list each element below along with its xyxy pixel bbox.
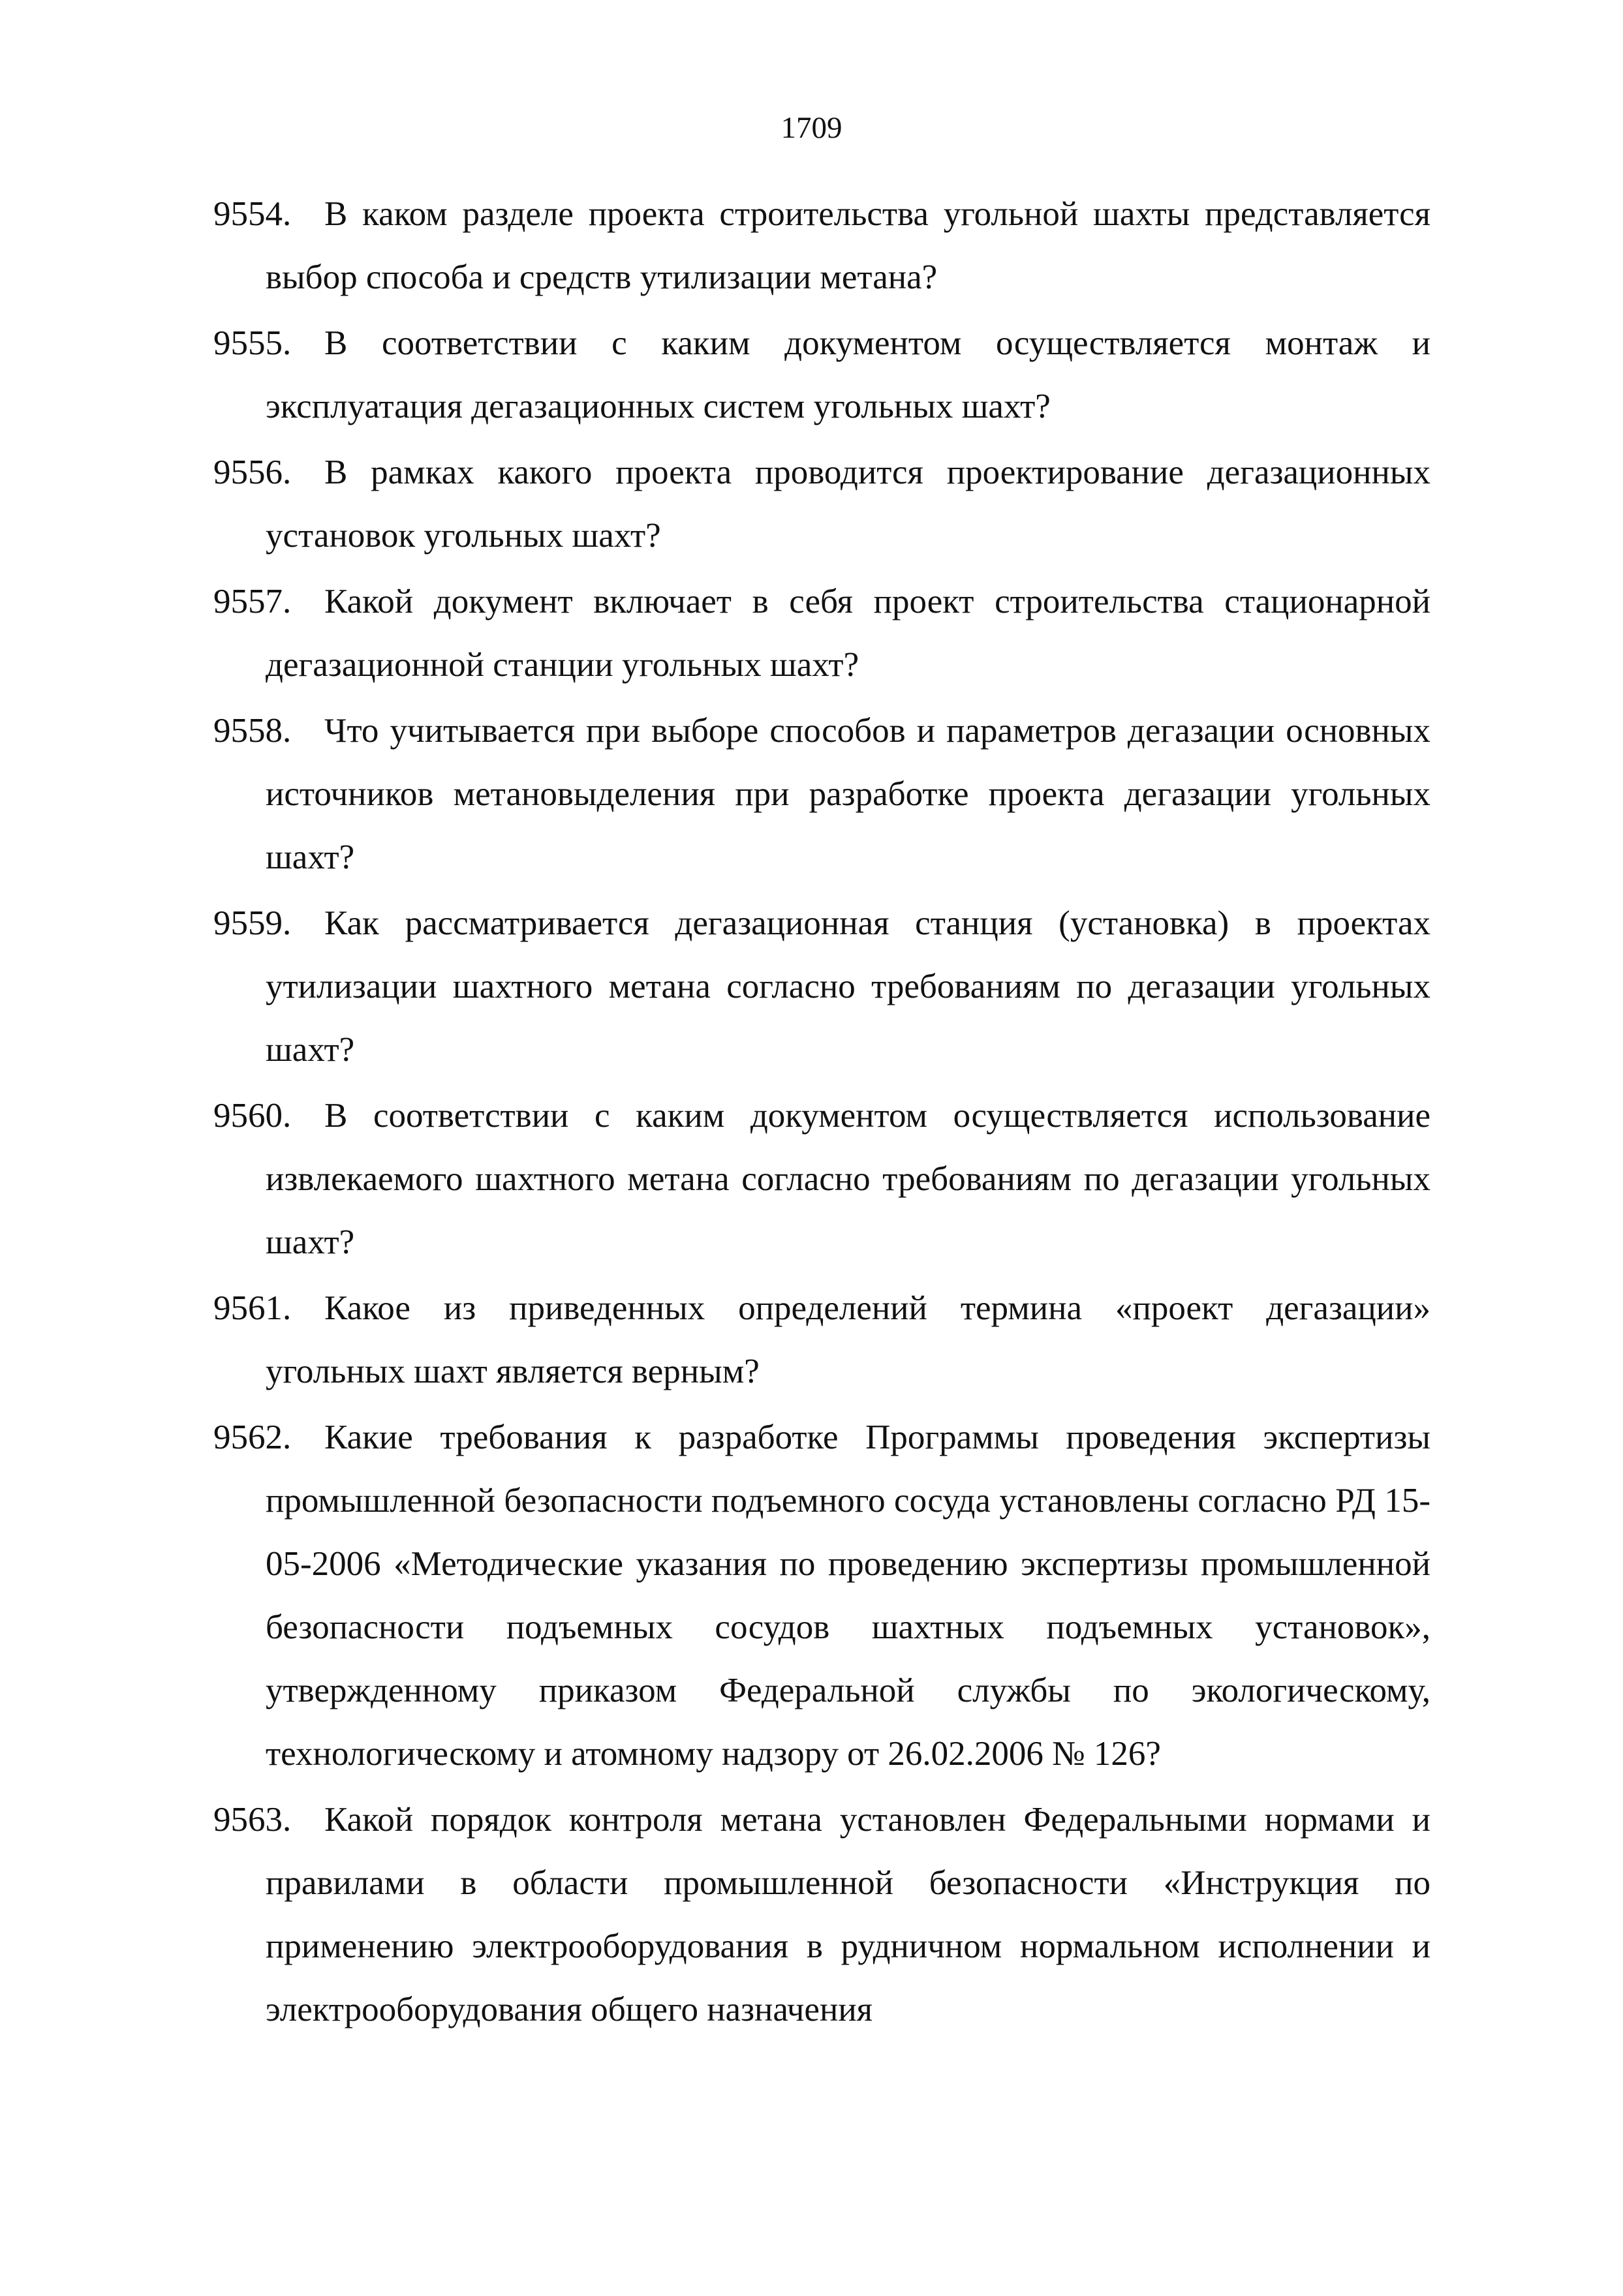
question-item (215, 892, 1430, 1082)
question-number: 9560. (213, 1097, 292, 1135)
question-number: 9563. (213, 1801, 292, 1839)
question-text: Какой порядок контроля метана установлен Федеральными нормами и правилами в области промышленной безопасности «Инструкция по применению электрооборудования в рудничном нормальном исполнении и электрооборудования общего назначения (266, 1801, 1430, 2028)
question-number: 9558. (213, 712, 292, 750)
question-text: Как рассматривается дегазационная станция (установка) в проектах утилизации шахтного метана согласно требованиям по дегазации угольных шахт? (266, 904, 1430, 1069)
question-text: Какое из приведенных определений термина «проект дегазации» угольных шахт является верным? (266, 1289, 1430, 1390)
question-number: 9556. (213, 453, 292, 491)
question-item (215, 570, 1430, 697)
question-text: Что учитывается при выборе способов и параметров дегазации основных источников метановыделения при разработке проекта дегазации угольных шахт? (266, 712, 1430, 876)
question-item (215, 699, 1430, 889)
page-number: 1709 (781, 111, 842, 145)
question-item (215, 312, 1430, 438)
question-number: 9557. (213, 583, 292, 620)
question-item (215, 1406, 1430, 1786)
question-item (215, 183, 1430, 309)
question-number: 9562. (213, 1418, 292, 1456)
question-item (215, 1788, 1430, 2042)
question-text: В соответствии с каким документом осуществляется монтаж и эксплуатация дегазационных систем угольных шахт? (266, 324, 1430, 425)
question-list (215, 183, 1430, 2044)
question-text: Какой документ включает в себя проект строительства стационарной дегазационной станции угольных шахт? (266, 583, 1430, 684)
question-number: 9554. (213, 195, 292, 233)
question-item (215, 1084, 1430, 1274)
question-text: Какие требования к разработке Программы проведения экспертизы промышленной безопасности подъемного сосуда установлены согласно РД 15-05-2006 «Методические указания по проведению экспертизы промышленной безопасности подъемных сосудов шахтных подъемных установок», утвержденному приказом Федеральной службы по экологическому, технологическому и атомному надзору от 26.02.2006 № 126? (266, 1418, 1430, 1773)
question-text: В рамках какого проекта проводится проектирование дегазационных установок угольных шахт? (266, 453, 1430, 555)
question-number: 9559. (213, 904, 292, 942)
question-number: 9555. (213, 324, 292, 362)
question-text: В соответствии с каким документом осуществляется использование извлекаемого шахтного метана согласно требованиям по дегазации угольных шахт? (266, 1097, 1430, 1261)
question-text: В каком разделе проекта строительства угольной шахты представляется выбор способа и средств утилизации метана? (266, 195, 1430, 296)
question-item (215, 441, 1430, 568)
question-number: 9561. (213, 1289, 292, 1327)
question-item (215, 1277, 1430, 1403)
